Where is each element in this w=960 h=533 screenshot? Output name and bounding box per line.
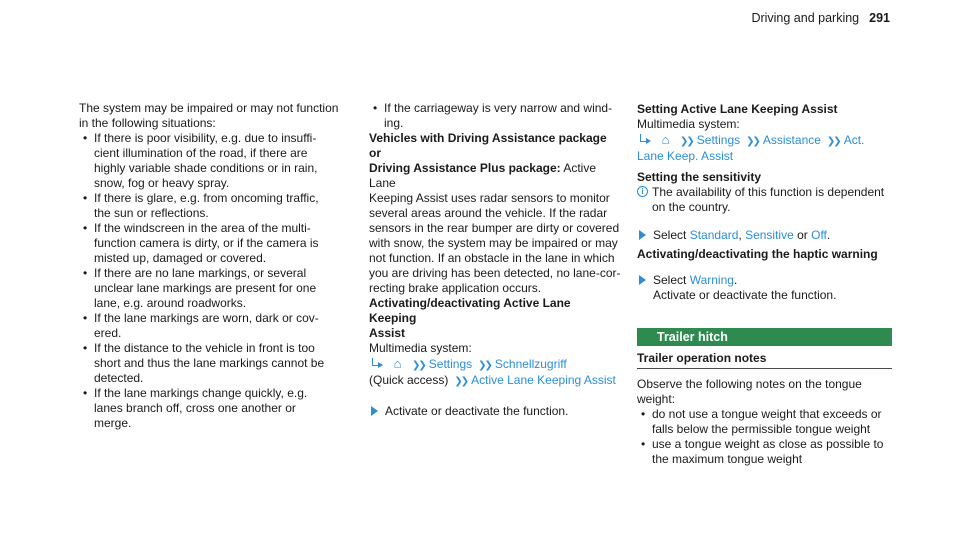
list-item: • If the distance to the vehicle in front is too short and thus the lane markings cannot be detected. <box>79 341 354 386</box>
intro-text: The system may be impaired or may not function in the following situations: <box>79 101 339 130</box>
vehicles-paragraph: Vehicles with Driving Assistance package or Driving Assistance Plus package: Active Lane Keeping Assist uses radar sensors to monitor several areas around the vehicle. If the radar sensors in the rear bumper are dirty or covered with snow, the system may be impaired or may not function. If an obstacle in the lane in which you are driving has been detected, no lane-cor- recting brake application occurs. <box>369 131 621 295</box>
menu-act-lane-keep-link[interactable]: Act. <box>843 133 865 147</box>
path-arrow-icon <box>371 359 383 368</box>
quick-access-label: (Quick access) <box>369 373 449 387</box>
situation-list <box>79 131 354 431</box>
info-icon: i <box>637 186 648 197</box>
situation-list-continued <box>369 101 621 131</box>
path-arrow-icon <box>639 135 651 144</box>
menu-assistance-link[interactable]: Assistance <box>762 133 821 147</box>
activating-heading: Activating/deactivating Active Lane Keeping Assist <box>369 296 571 340</box>
chevron-double-right-icon: ❯❯ <box>412 360 425 371</box>
setting-heading: Setting Active Lane Keeping Assist <box>637 102 838 116</box>
chevron-double-right-icon: ❯❯ <box>454 376 468 387</box>
list-item: • If the windscreen in the area of the multi- function camera is dirty, or if the camera is misted up, damaged or covered. <box>79 221 354 266</box>
menu-path-continued <box>369 373 621 389</box>
menu-settings-link[interactable]: Settings <box>696 133 741 147</box>
option-off[interactable]: Off <box>811 228 827 242</box>
home-icon: ⌂ <box>661 132 670 147</box>
chevron-double-right-icon: ❯❯ <box>746 136 759 147</box>
option-sensitive[interactable]: Sensitive <box>745 228 794 242</box>
list-item: • If there is poor visibility, e.g. due to insuffi- cient illumination of the road, if there are highly variable shade conditions or in rain, snow, fog or heavy spray. <box>79 131 354 191</box>
action-arrow-icon <box>371 406 378 416</box>
list-item: • If the lane markings change quickly, e.g. lanes branch off, cross one another or merge. <box>79 386 354 431</box>
page-number: 291 <box>869 11 890 25</box>
chevron-double-right-icon: ❯❯ <box>478 360 491 371</box>
column-left <box>79 101 354 431</box>
column-middle <box>369 101 621 419</box>
page-header <box>751 11 890 26</box>
sensitivity-heading: Setting the sensitivity <box>637 170 762 184</box>
subsection-title: Trailer operation notes <box>637 351 892 369</box>
list-item: • use a tongue weight as close as possible to the maximum tongue weight <box>637 437 892 467</box>
observe-text: Observe the following notes on the tongue weight: <box>637 377 862 406</box>
haptic-heading: Activating/deactivating the haptic warning <box>637 247 878 261</box>
list-item: • If there is glare, e.g. from oncoming traffic, the sun or reflections. <box>79 191 354 221</box>
menu-active-lane-keeping-link[interactable]: Active Lane Keeping Assist <box>471 373 616 387</box>
action-arrow-icon <box>639 230 646 240</box>
list-item: • do not use a tongue weight that exceeds or falls below the permissible tongue weight <box>637 407 892 437</box>
chevron-double-right-icon: ❯❯ <box>680 136 693 147</box>
list-item: • If there are no lane markings, or several unclear lane markings are present for one lane, e.g. around roadworks. <box>79 266 354 311</box>
section-title-bar: Trailer hitch <box>637 328 892 346</box>
multimedia-label: Multimedia system: <box>369 341 472 355</box>
select-sensitivity-step: Select Standard, Sensitive or Off. <box>637 228 892 243</box>
list-item: • If the lane markings are worn, dark or cov- ered. <box>79 311 354 341</box>
menu-act-lane-keep-link-continued[interactable]: Lane Keep. Assist <box>637 149 734 163</box>
option-standard[interactable]: Standard <box>689 228 739 242</box>
option-warning[interactable]: Warning <box>689 273 734 287</box>
tongue-weight-list <box>637 407 892 467</box>
note: i The availability of this function is dependent on the country. <box>637 185 892 215</box>
list-item: • If the carriageway is very narrow and wind- ing. <box>369 101 621 131</box>
menu-schnellzugriff-link[interactable]: Schnellzugriff <box>494 357 567 371</box>
menu-settings-link[interactable]: Settings <box>428 357 473 371</box>
home-icon: ⌂ <box>393 356 402 371</box>
chevron-double-right-icon: ❯❯ <box>826 136 840 147</box>
menu-path <box>369 356 621 373</box>
menu-path <box>637 132 892 149</box>
action-step: Activate or deactivate the function. <box>369 404 621 419</box>
column-right <box>637 102 892 467</box>
action-arrow-icon <box>639 275 646 285</box>
section-name: Driving and parking <box>751 11 860 25</box>
select-warning-step: Select Warning. Activate or deactivate the function. <box>637 273 892 303</box>
multimedia-label: Multimedia system: <box>637 117 740 131</box>
